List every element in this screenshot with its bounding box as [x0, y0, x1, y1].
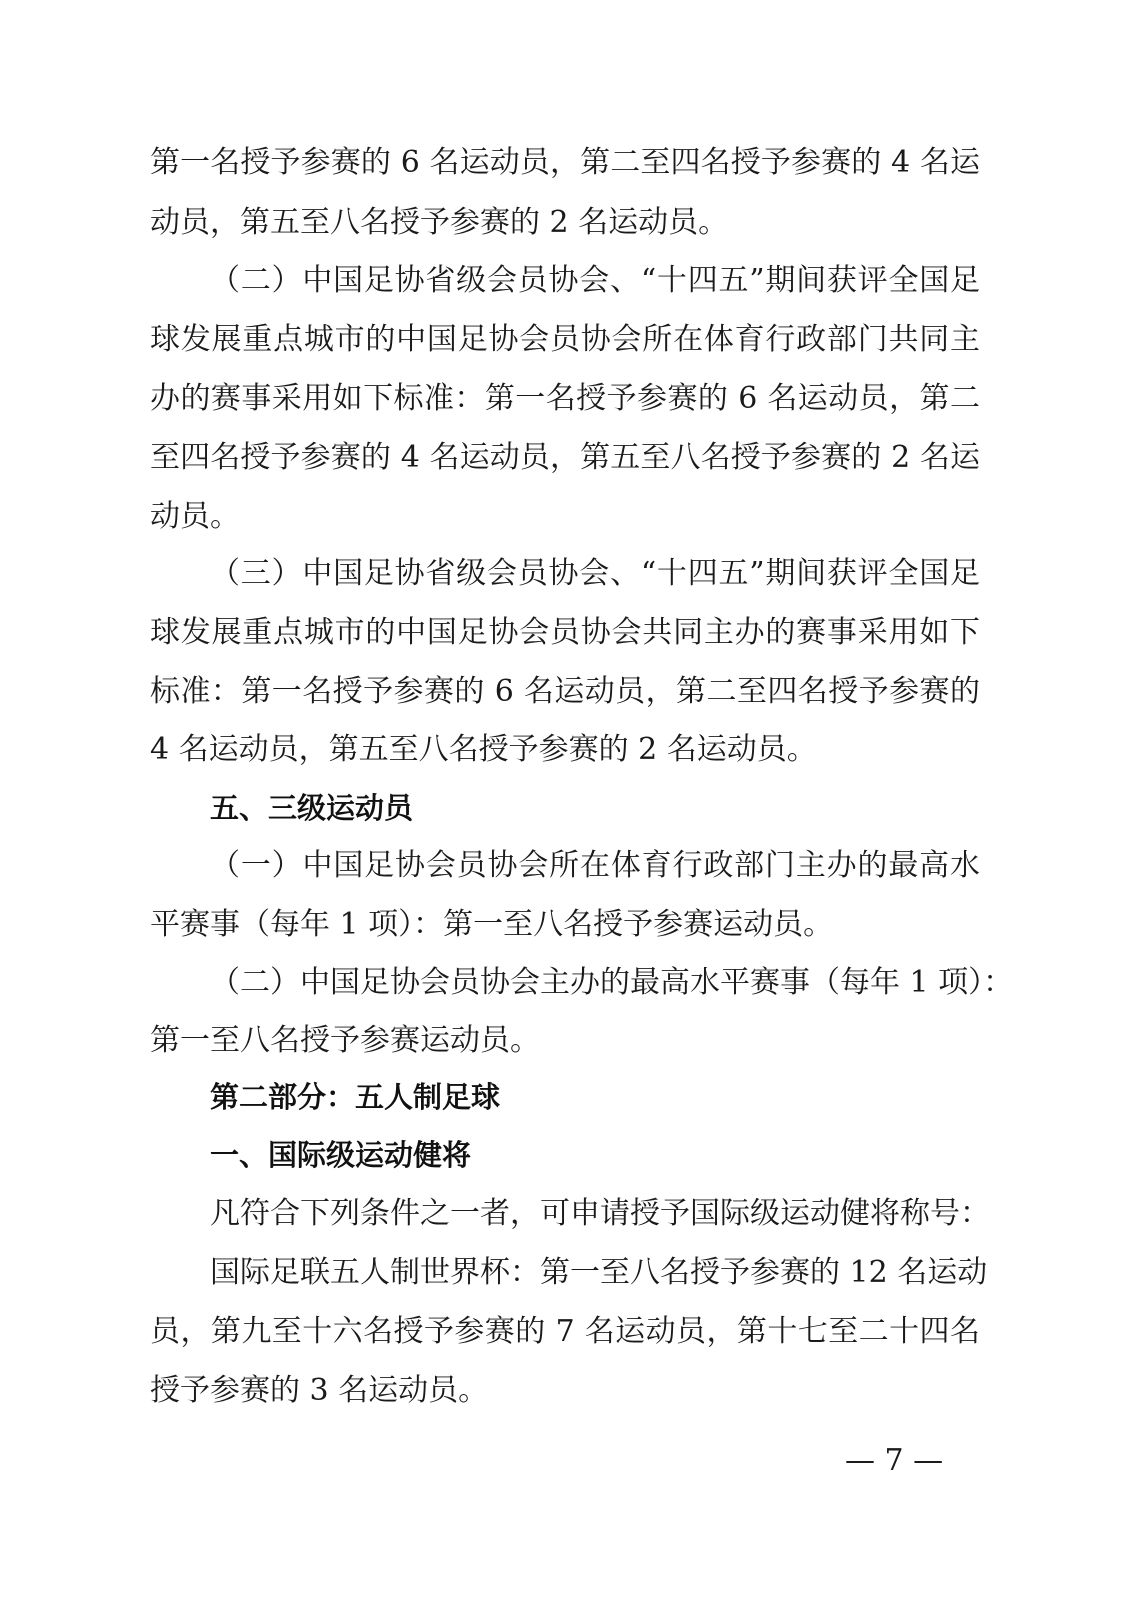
paragraph-line: 动员，第五至八名授予参赛的 2 名运动员。 [150, 205, 729, 240]
paragraph-line: 办的赛事采用如下标准：第一名授予参赛的 6 名运动员，第二 [150, 381, 980, 416]
paragraph-line: 凡符合下列条件之一者，可申请授予国际级运动健将称号： [210, 1196, 990, 1231]
paragraph-line: 平赛事（每年 1 项）：第一至八名授予参赛运动员。 [150, 907, 834, 942]
paragraph-line: 标准：第一名授予参赛的 6 名运动员，第二至四名授予参赛的 [150, 674, 980, 709]
part-heading: 第二部分：五人制足球 [210, 1080, 501, 1114]
page-number: — 7 — [845, 1443, 944, 1478]
paragraph-line: 第一名授予参赛的 6 名运动员，第二至四名授予参赛的 4 名运 [150, 145, 980, 180]
paragraph-line: 第一至八名授予参赛运动员。 [150, 1023, 540, 1058]
paragraph-line: （三）中国足协省级会员协会、“十四五”期间获评全国足 [210, 556, 980, 591]
paragraph-line: 4 名运动员，第五至八名授予参赛的 2 名运动员。 [150, 732, 817, 767]
section-heading: 五、三级运动员 [210, 791, 414, 825]
paragraph-line: （二）中国足协省级会员协会、“十四五”期间获评全国足 [210, 263, 980, 298]
paragraph-line: 国际足联五人制世界杯：第一至八名授予参赛的 12 名运动 [210, 1255, 988, 1290]
section-heading: 一、国际级运动健将 [210, 1138, 472, 1172]
paragraph-line: 授予参赛的 3 名运动员。 [150, 1373, 489, 1408]
paragraph-line: （一）中国足协会员协会所在体育行政部门主办的最高水 [210, 848, 980, 883]
paragraph-line: 至四名授予参赛的 4 名运动员，第五至八名授予参赛的 2 名运 [150, 440, 980, 475]
paragraph-line: 球发展重点城市的中国足协会员协会所在体育行政部门共同主 [150, 322, 980, 357]
paragraph-line: 动员。 [150, 499, 240, 534]
paragraph-line: （二）中国足协会员协会主办的最高水平赛事（每年 1 项）： [210, 965, 1014, 1000]
paragraph-line: 员，第九至十六名授予参赛的 7 名运动员，第十七至二十四名 [150, 1314, 980, 1349]
paragraph-line: 球发展重点城市的中国足协会员协会共同主办的赛事采用如下 [150, 615, 980, 650]
